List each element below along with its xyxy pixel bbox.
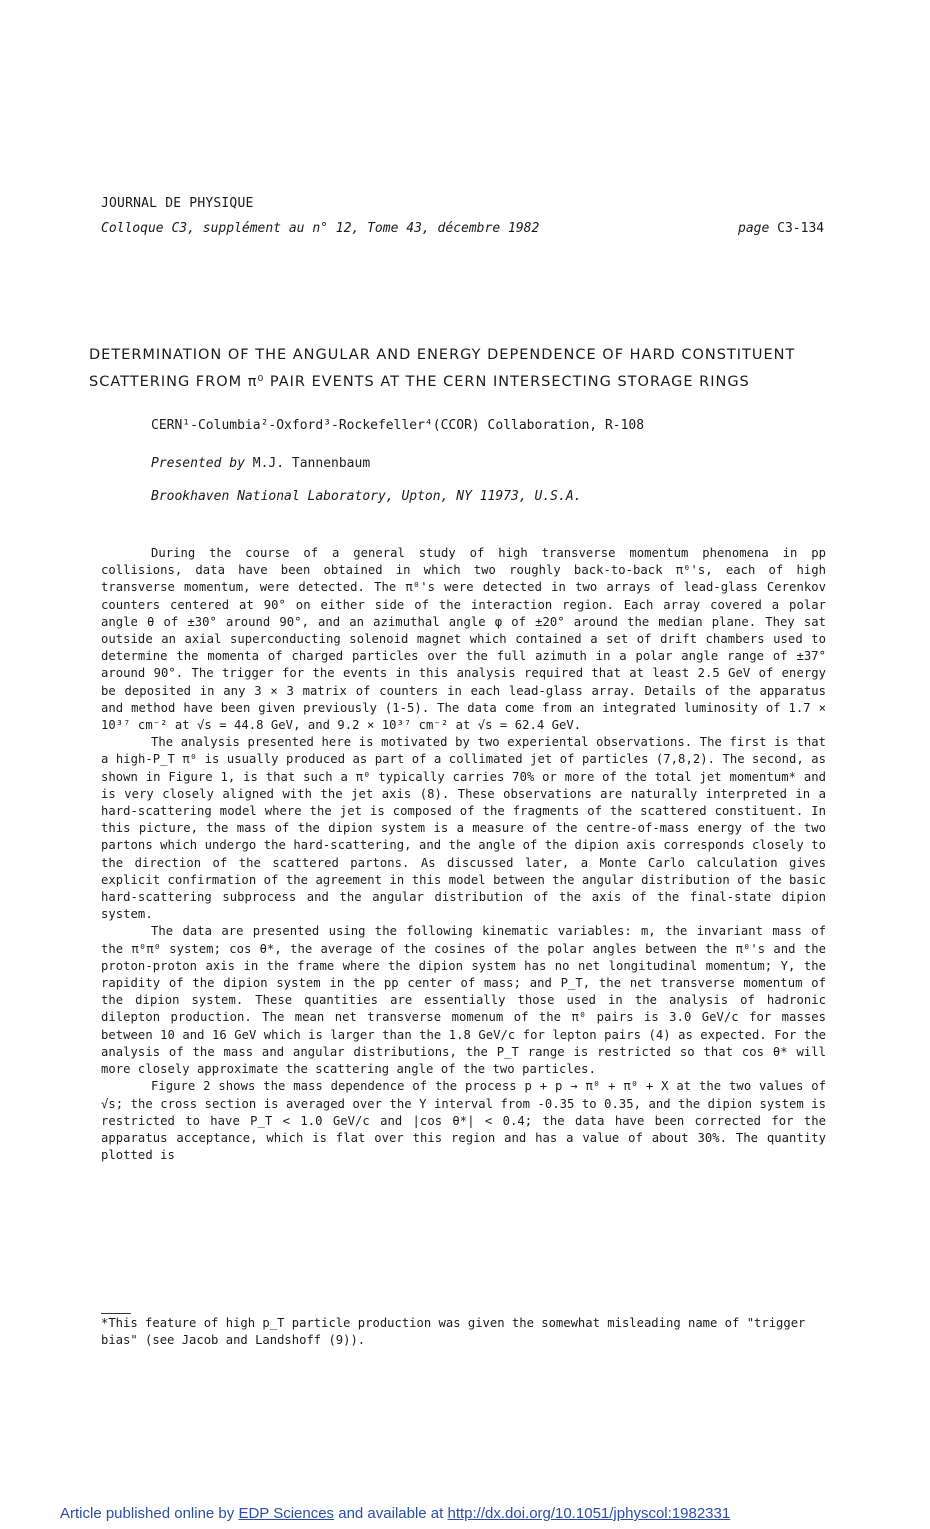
paragraph: The analysis presented here is motivated by two experiental observations. The first is that a high-P_T π⁰ is usually produced as part of a collimated jet of particles (7,8,2). The second, as shown in Figure 1, is that such a π⁰ typically carries 70% or more of the total jet momentum* and is very closely aligned with the jet axis (8). These observations are naturally interpreted in a hard-scattering model where the jet is composed of the fragments of the scattered constituent. In this picture, the mass of the dipion system is a measure of the centre-of-mass energy of the two partons which undergo the hard-scattering, and the angle of the dipion axis corresponds closely to the direction of the scattered partons. As discussed later, a Monte Carlo calculation gives explicit confirmation of the agreement in this model between the angular distribution of the basic hard-scattering subprocess and the angular distribution of the axis of the final-state dipion system. <box>101 735 826 922</box>
paragraph: Figure 2 shows the mass dependence of the process p + p → π⁰ + π⁰ + X at the two values of √s; the cross section is averaged over the Y interval from -0.35 to 0.35, and the dipion system is restricted to have P_T < 1.0 GeV/c and |cos θ*| < 0.4; the data have been corrected for the apparatus acceptance, which is flat over this region and has a value of about 30%. The quantity plotted is <box>101 1079 826 1163</box>
paper-title <box>89 342 849 396</box>
paragraph: The data are presented using the following kinematic variables: m, the invariant mass of the π⁰π⁰ system; cos θ*, the average of the cosines of the polar angles between the π⁰'s and the proton-proton axis in the frame where the dipion system has no net longitudinal momentum; Y, the rapidity of the dipion system in the pp center of mass; and P_T, the net transverse momentum of the dipion system. These quantities are essentially those used in the analysis of hadronic dilepton production. The mean net transverse momenum of the π⁰ pairs is 3.0 GeV/c for masses between 10 and 16 GeV which is larger than the 1.8 GeV/c for lepton pairs (4) as expected. For the analysis of the mass and angular distributions, the P_T range is restricted so that cos θ* will more closely approximate the scattering angle of the two particles. <box>101 924 826 1077</box>
journal-name: JOURNAL DE PHYSIQUE <box>101 196 254 211</box>
publisher-link[interactable]: EDP Sciences <box>238 1505 335 1522</box>
publication-notice <box>60 1505 730 1522</box>
issue-info: Colloque C3, supplément au n° 12, Tome 43, décembre 1982 <box>101 221 540 236</box>
body-text <box>101 545 826 1164</box>
title-line: DETERMINATION OF THE ANGULAR AND ENERGY DEPENDENCE OF HARD CONSTITUENT <box>89 347 796 363</box>
presented-by <box>151 456 370 471</box>
presenter-name: M.J. Tannenbaum <box>252 456 371 471</box>
author-line: CERN¹-Columbia²-Oxford³-Rockefeller⁴(CCOR) Collaboration, R-108 <box>151 418 645 433</box>
publication-prefix: Article published online by <box>60 1505 239 1522</box>
title-line: SCATTERING FROM π⁰ PAIR EVENTS AT THE CERN INTERSECTING STORAGE RINGS <box>89 374 750 390</box>
paragraph: During the course of a general study of high transverse momentum phenomena in pp collisions, data have been obtained in which two roughly back-to-back π⁰'s, each of high transverse momentum, were detected. The π⁰'s were detected in two arrays of lead-glass Cerenkov counters centered at 90° on either side of the interaction region. Each array covered a polar angle θ of ±30° around 90°, and an azimuthal angle φ of ±20° around the median plane. They sat outside an axial superconducting solenoid magnet which contained a set of drift chambers used to determine the momenta of charged particles over the full azimuth in a polar angle range of ±37° around 90°. The trigger for the events in this analysis required that at least 2.5 GeV of energy be deposited in any 3 × 3 matrix of counters in each lead-glass array. Details of the apparatus and method have been given previously (1-5). The data come from an integrated luminosity of 1.7 × 10³⁷ cm⁻² at √s = 44.8 GeV, and 9.2 × 10³⁷ cm⁻² at √s = 62.4 GeV. <box>101 546 826 733</box>
page-number: C3-134 <box>777 221 825 236</box>
presented-label: Presented by <box>151 456 245 471</box>
affiliation: Brookhaven National Laboratory, Upton, NY 11973, U.S.A. <box>151 489 582 504</box>
footnote: *This feature of high p_T particle production was given the somewhat misleading name of "trigger bias" (see Jacob and Landshoff (9)). <box>101 1316 806 1347</box>
footnote-divider <box>101 1313 131 1314</box>
publication-middle: and available at <box>334 1505 448 1522</box>
page-reference <box>738 221 824 236</box>
page-word: page <box>738 221 770 236</box>
doi-link[interactable]: http://dx.doi.org/10.1051/jphyscol:1982331 <box>447 1505 731 1522</box>
